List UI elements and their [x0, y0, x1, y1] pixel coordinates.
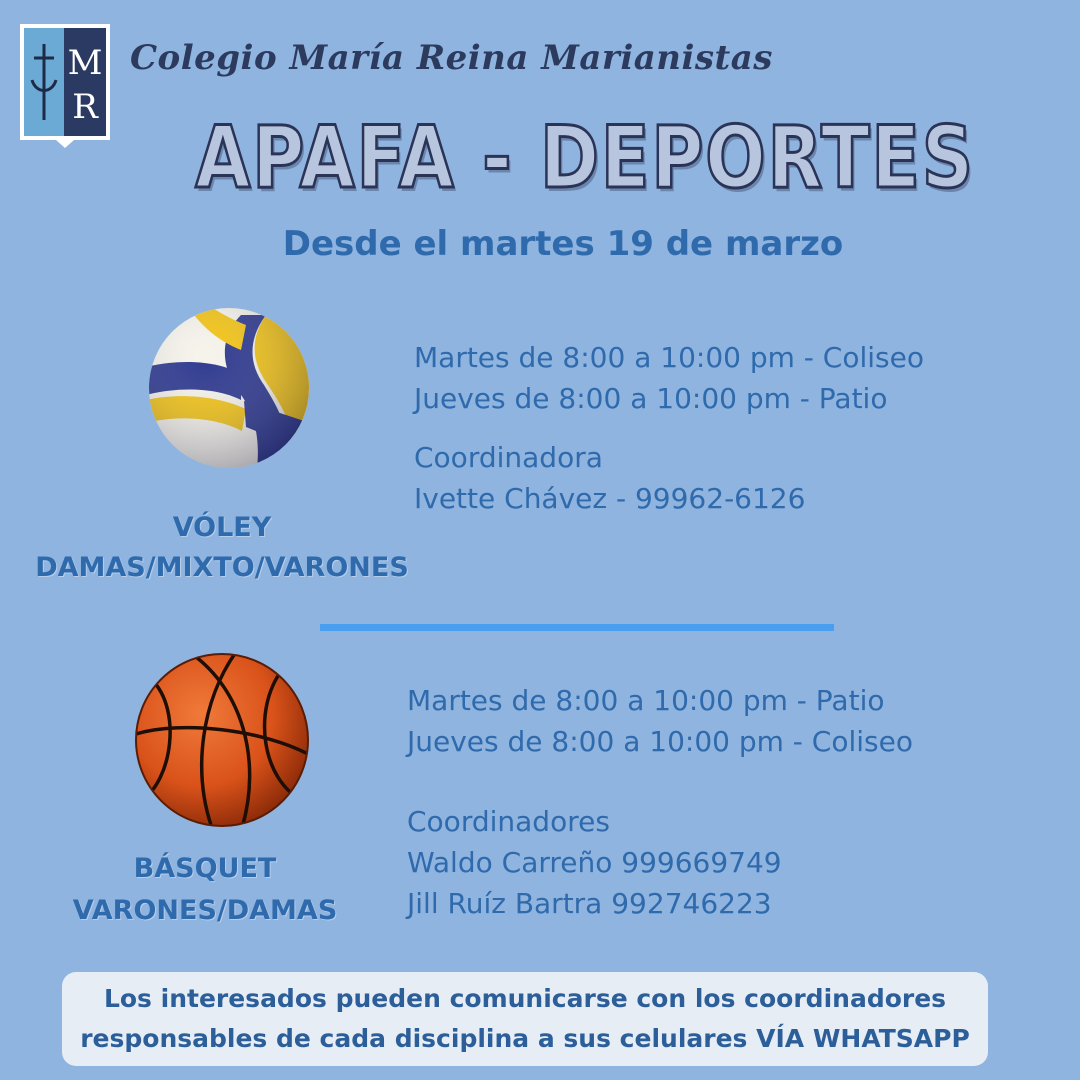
basket-info — [407, 680, 913, 924]
basket-schedule-1: Martes de 8:00 a 10:00 pm - Patio — [407, 684, 885, 717]
basket-label — [55, 848, 355, 932]
footer-note — [62, 972, 988, 1066]
logo-letter-m: M — [67, 43, 103, 83]
logo-letter-r: R — [72, 87, 98, 127]
volley-label — [22, 508, 422, 588]
volley-coordinator-1: Ivette Chávez - 99962-6126 — [414, 482, 806, 515]
volley-schedule-1: Martes de 8:00 a 10:00 pm - Coliseo — [414, 341, 924, 374]
school-logo — [18, 22, 112, 150]
school-name: Colegio María Reina Marianistas — [130, 38, 773, 78]
basket-coordinator-2: Jill Ruíz Bartra 992746223 — [407, 887, 772, 920]
page-title: APAFA - DEPORTES — [195, 108, 975, 208]
footer-line-1: Los interesados pueden comunicarse con los coordinadores — [103, 984, 947, 1013]
basketball-icon — [132, 650, 312, 830]
volley-schedule-2: Jueves de 8:00 a 10:00 pm - Patio — [414, 382, 888, 415]
basket-coordinator-1: Waldo Carreño 999669749 — [407, 846, 782, 879]
page-subtitle: Desde el martes 19 de marzo — [282, 224, 844, 264]
basket-schedule-2: Jueves de 8:00 a 10:00 pm - Coliseo — [407, 725, 913, 758]
volley-info — [414, 337, 924, 519]
volley-categories: DAMAS/MIXTO/VARONES — [35, 552, 409, 583]
footer-line-2: responsables de cada disciplina a sus celulares VÍA WHATSAPP — [80, 1024, 970, 1053]
volley-title: VÓLEY — [172, 512, 272, 543]
basket-title: BÁSQUET — [133, 853, 277, 884]
volley-coordinator-title: Coordinadora — [414, 441, 603, 474]
basket-coordinator-title: Coordinadores — [407, 805, 610, 838]
section-divider — [320, 624, 834, 631]
volleyball-icon — [146, 305, 312, 471]
basket-categories: VARONES/DAMAS — [72, 895, 338, 926]
